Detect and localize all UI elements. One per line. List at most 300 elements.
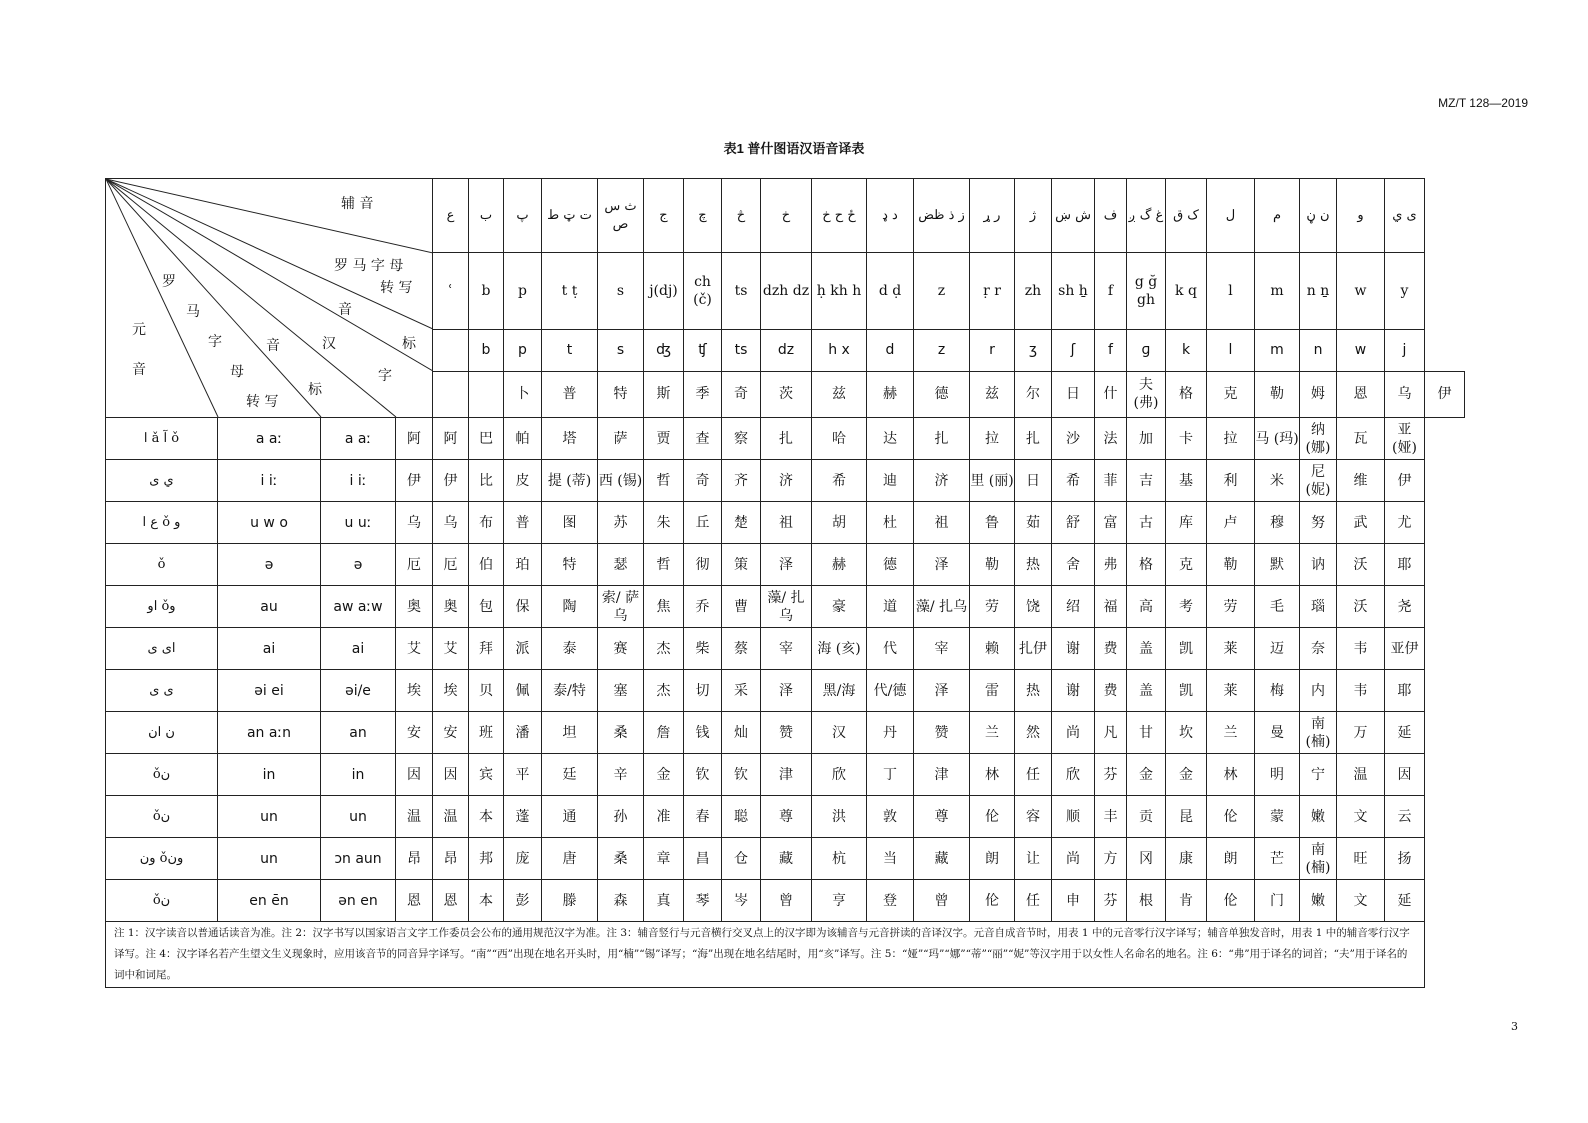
vowel-ipa: un: [321, 796, 396, 838]
consonant-arabic-cell: ج: [644, 179, 684, 253]
consonant-hanzi-cell: 姆: [1300, 371, 1337, 417]
syllable-hanzi: 凯: [1166, 628, 1207, 670]
diag-label-vowel: 元: [132, 322, 146, 338]
consonant-arabic-cell: ع: [433, 179, 469, 253]
syllable-hanzi: 通: [542, 796, 598, 838]
consonant-ipa-cell: r: [970, 329, 1015, 371]
consonant-arabic-cell: ز ذ ظض: [914, 179, 970, 253]
consonant-roman-cell: g ğ gh: [1127, 253, 1166, 329]
syllable-hanzi: 巴: [469, 418, 504, 460]
syllable-hanzi: 保: [504, 586, 542, 628]
syllable-hanzi: 章: [644, 838, 684, 880]
syllable-hanzi: 希: [1052, 460, 1095, 502]
consonant-arabic-cell: ف: [1095, 179, 1127, 253]
vowel-arabic: ع ا ǒ و: [106, 502, 218, 544]
syllable-hanzi: 彻: [684, 544, 722, 586]
syllable-hanzi: 弗: [1095, 544, 1127, 586]
consonant-hanzi-cell: 格: [1166, 371, 1207, 417]
syllable-hanzi: 嫩: [1300, 880, 1337, 922]
syllable-hanzi: 陶: [542, 586, 598, 628]
diag-label-vowel-ipa: 标: [308, 382, 322, 398]
vowel-zero-hanzi: 伊: [396, 460, 433, 502]
table-caption: 表1 普什图语汉语音译表: [723, 141, 865, 156]
syllable-hanzi: 杰: [644, 670, 684, 712]
syllable-hanzi: 盖: [1127, 670, 1166, 712]
syllable-hanzi: 哲: [644, 544, 684, 586]
consonant-arabic-cell: ن ڼ: [1300, 179, 1337, 253]
syllable-hanzi: 柴: [684, 628, 722, 670]
syllable-hanzi: 金: [1166, 754, 1207, 796]
vowel-arabic: ن ان: [106, 712, 218, 754]
vowel-ipa: əi/e: [321, 670, 396, 712]
syllable-hanzi: 祖: [761, 502, 812, 544]
syllable-hanzi: 加: [1127, 418, 1166, 460]
syllable-hanzi: 彭: [504, 880, 542, 922]
syllable-hanzi: 芒: [1255, 838, 1300, 880]
syllable-hanzi: 扎伊: [1015, 628, 1052, 670]
syllable-hanzi: 朗: [1207, 838, 1255, 880]
syllable-hanzi: 福: [1095, 586, 1127, 628]
syllable-hanzi: 琴: [684, 880, 722, 922]
vowel-roman: an aːn: [218, 712, 321, 754]
consonant-hanzi-cell: 勒: [1255, 371, 1300, 417]
syllable-hanzi: 蔡: [722, 628, 761, 670]
vowel-ipa: in: [321, 754, 396, 796]
diag-label-consonant: 辅 音: [341, 196, 374, 212]
syllable-hanzi: 毛: [1255, 586, 1300, 628]
vowel-ipa: a aː: [321, 418, 396, 460]
diag-label-vowel-roman: 马: [186, 304, 200, 320]
syllable-hanzi: 任: [1015, 880, 1052, 922]
syllable-hanzi: 伊: [1385, 460, 1425, 502]
syllable-hanzi: 丘: [684, 502, 722, 544]
consonant-arabic-cell: ت ټ ط: [542, 179, 598, 253]
consonant-arabic-cell: ر ړ: [970, 179, 1015, 253]
syllable-hanzi: 塞: [598, 670, 644, 712]
vowel-arabic: ا ǎ آ ǒ: [106, 418, 218, 460]
syllable-hanzi: 兰: [970, 712, 1015, 754]
syllable-hanzi: 延: [1385, 712, 1425, 754]
vowel-zero-hanzi: 乌: [396, 502, 433, 544]
syllable-hanzi: 马 (玛): [1255, 418, 1300, 460]
syllable-hanzi: 蓬: [504, 796, 542, 838]
syllable-hanzi: 伦: [1207, 880, 1255, 922]
syllable-hanzi: 菲: [1095, 460, 1127, 502]
syllable-hanzi: 皮: [504, 460, 542, 502]
syllable-hanzi: 伦: [970, 880, 1015, 922]
consonant-roman-cell: j(dj): [644, 253, 684, 329]
syllable-hanzi: 德: [867, 544, 914, 586]
syllable-hanzi: 瑟: [598, 544, 644, 586]
syllable-hanzi: 热: [1015, 670, 1052, 712]
syllable-hanzi: 宰: [914, 628, 970, 670]
diagonal-line: [106, 179, 433, 253]
syllable-hanzi: 讷: [1300, 544, 1337, 586]
diag-label-roman: 转 写: [380, 280, 413, 296]
consonant-ipa-cell: t: [542, 329, 598, 371]
syllable-hanzi: 卡: [1166, 418, 1207, 460]
consonant-arabic-cell: خ: [761, 179, 812, 253]
syllable-hanzi: 艾: [433, 628, 469, 670]
syllable-hanzi: 门: [1255, 880, 1300, 922]
syllable-hanzi: 费: [1095, 628, 1127, 670]
syllable-hanzi: 贾: [644, 418, 684, 460]
consonant-roman-cell: t ṭ: [542, 253, 598, 329]
syllable-hanzi: 曹: [722, 586, 761, 628]
diagonal-header-cell: [106, 179, 433, 418]
syllable-hanzi: 因: [433, 754, 469, 796]
syllable-hanzi: 森: [598, 880, 644, 922]
syllable-hanzi: 钱: [684, 712, 722, 754]
vowel-roman: au: [218, 586, 321, 628]
syllable-hanzi: 桑: [598, 838, 644, 880]
syllable-hanzi: 敦: [867, 796, 914, 838]
syllable-hanzi: 康: [1166, 838, 1207, 880]
vowel-arabic: ی ی: [106, 670, 218, 712]
syllable-hanzi: 奥: [433, 586, 469, 628]
consonant-arabic-cell: ب: [469, 179, 504, 253]
consonant-arabic-cell: ش ښ: [1052, 179, 1095, 253]
syllable-hanzi: 金: [1127, 754, 1166, 796]
syllable-hanzi: 赛: [598, 628, 644, 670]
syllable-hanzi: 坎: [1166, 712, 1207, 754]
syllable-hanzi: 佩: [504, 670, 542, 712]
diag-label-vowel-roman: 字: [208, 334, 222, 350]
vowel-roman: ə: [218, 544, 321, 586]
syllable-hanzi: 扎: [761, 418, 812, 460]
syllable-hanzi: 海 (亥): [812, 628, 867, 670]
consonant-ipa-cell: ts: [722, 329, 761, 371]
vowel-zero-hanzi: 厄: [396, 544, 433, 586]
syllable-hanzi: 胡: [812, 502, 867, 544]
syllable-hanzi: 朗: [970, 838, 1015, 880]
syllable-hanzi: 曼: [1255, 712, 1300, 754]
syllable-hanzi: 亚伊: [1385, 628, 1425, 670]
consonant-hanzi-cell: 卜: [504, 371, 542, 417]
syllable-hanzi: 克: [1166, 544, 1207, 586]
syllable-hanzi: 藏: [761, 838, 812, 880]
syllable-hanzi: 让: [1015, 838, 1052, 880]
syllable-hanzi: 韦: [1337, 628, 1385, 670]
syllable-hanzi: 尤: [1385, 502, 1425, 544]
syllable-hanzi: 饶: [1015, 586, 1052, 628]
syllable-hanzi: 希: [812, 460, 867, 502]
consonant-hanzi-cell: 斯: [644, 371, 684, 417]
syllable-hanzi: 代: [867, 628, 914, 670]
syllable-hanzi: 贡: [1127, 796, 1166, 838]
consonant-roman-cell: y: [1385, 253, 1425, 329]
syllable-hanzi: 邦: [469, 838, 504, 880]
syllable-hanzi: 埃: [433, 670, 469, 712]
diag-label-vowel-ipa: 音: [266, 338, 280, 354]
vowel-zero-hanzi: 艾: [396, 628, 433, 670]
syllable-hanzi: 比: [469, 460, 504, 502]
syllable-hanzi: 拉: [970, 418, 1015, 460]
consonant-arabic-cell: ځ ح خ: [812, 179, 867, 253]
vowel-row: [106, 880, 1465, 922]
syllable-hanzi: 蒙: [1255, 796, 1300, 838]
syllable-hanzi: 亨: [812, 880, 867, 922]
consonant-roman-cell: ts: [722, 253, 761, 329]
consonant-ipa-cell: p: [504, 329, 542, 371]
syllable-hanzi: 廷: [542, 754, 598, 796]
syllable-hanzi: 努: [1300, 502, 1337, 544]
consonant-hanzi-cell: 普: [542, 371, 598, 417]
syllable-hanzi: 申: [1052, 880, 1095, 922]
syllable-hanzi: 根: [1127, 880, 1166, 922]
syllable-hanzi: 芬: [1095, 754, 1127, 796]
syllable-hanzi: 莱: [1207, 670, 1255, 712]
syllable-hanzi: 纳 (娜): [1300, 418, 1337, 460]
syllable-hanzi: 谢: [1052, 670, 1095, 712]
syllable-hanzi: 准: [644, 796, 684, 838]
consonant-arabic-cell: د ډ: [867, 179, 914, 253]
syllable-hanzi: 法: [1095, 418, 1127, 460]
syllable-hanzi: 芬: [1095, 880, 1127, 922]
diagonal-line: [106, 179, 433, 329]
syllable-hanzi: 赖: [970, 628, 1015, 670]
syllable-hanzi: 乌: [433, 502, 469, 544]
syllable-hanzi: 丁: [867, 754, 914, 796]
syllable-hanzi: 杭: [812, 838, 867, 880]
consonant-roman-cell: n ṉ: [1300, 253, 1337, 329]
syllable-hanzi: 焦: [644, 586, 684, 628]
consonant-ipa-cell: dz: [761, 329, 812, 371]
syllable-hanzi: 温: [433, 796, 469, 838]
consonant-arabic-cell: ی ي: [1385, 179, 1425, 253]
diag-label-vowel-roman: 罗: [162, 274, 176, 290]
vowel-row: [106, 754, 1465, 796]
syllable-hanzi: 丰: [1095, 796, 1127, 838]
vowel-ipa: i iː: [321, 460, 396, 502]
syllable-hanzi: 聪: [722, 796, 761, 838]
vowel-arabic: ي ی: [106, 460, 218, 502]
syllable-hanzi: 当: [867, 838, 914, 880]
syllable-hanzi: 尊: [761, 796, 812, 838]
vowel-roman: a aː: [218, 418, 321, 460]
syllable-hanzi: 本: [469, 796, 504, 838]
syllable-hanzi: 豪: [812, 586, 867, 628]
syllable-hanzi: 嫩: [1300, 796, 1337, 838]
header-row: [106, 179, 1465, 253]
consonant-roman-cell: d ḍ: [867, 253, 914, 329]
syllable-hanzi: 延: [1385, 880, 1425, 922]
syllable-hanzi: 格: [1127, 544, 1166, 586]
syllable-hanzi: 真: [644, 880, 684, 922]
syllable-hanzi: 哲: [644, 460, 684, 502]
standard-code: MZ/T 128—2019: [1438, 96, 1528, 110]
vowel-ipa: aw aːw: [321, 586, 396, 628]
syllable-hanzi: 瓦: [1337, 418, 1385, 460]
syllable-hanzi: 包: [469, 586, 504, 628]
vowel-zero-hanzi: 安: [396, 712, 433, 754]
syllable-hanzi: 劳: [970, 586, 1015, 628]
syllable-hanzi: 扬: [1385, 838, 1425, 880]
consonant-hanzi-cell: 季: [684, 371, 722, 417]
syllable-hanzi: 提 (蒂): [542, 460, 598, 502]
syllable-hanzi: 勒: [970, 544, 1015, 586]
syllable-hanzi: 津: [914, 754, 970, 796]
syllable-hanzi: 富: [1095, 502, 1127, 544]
diag-label-vowel-roman: 母: [230, 364, 244, 380]
vowel-roman: u w o: [218, 502, 321, 544]
syllable-hanzi: 伦: [970, 796, 1015, 838]
syllable-hanzi: 耶: [1385, 544, 1425, 586]
syllable-hanzi: 赫: [812, 544, 867, 586]
syllable-hanzi: 派: [504, 628, 542, 670]
consonant-ipa-cell: z: [914, 329, 970, 371]
syllable-hanzi: 奈: [1300, 628, 1337, 670]
syllable-hanzi: 万: [1337, 712, 1385, 754]
syllable-hanzi: 图: [542, 502, 598, 544]
syllable-hanzi: 潘: [504, 712, 542, 754]
syllable-hanzi: 舍: [1052, 544, 1095, 586]
consonant-hanzi-cell: 赫: [867, 371, 914, 417]
syllable-hanzi: 费: [1095, 670, 1127, 712]
syllable-hanzi: 迈: [1255, 628, 1300, 670]
consonant-roman-cell: dzh dz: [761, 253, 812, 329]
consonant-arabic-cell: م: [1255, 179, 1300, 253]
syllable-hanzi: 欣: [1052, 754, 1095, 796]
syllable-hanzi: 肯: [1166, 880, 1207, 922]
syllable-hanzi: 钦: [722, 754, 761, 796]
consonant-arabic-cell: ک ق: [1166, 179, 1207, 253]
consonant-ipa-cell: ʤ: [644, 329, 684, 371]
consonant-roman-cell: w: [1337, 253, 1385, 329]
syllable-hanzi: 耶: [1385, 670, 1425, 712]
syllable-hanzi: 文: [1337, 796, 1385, 838]
syllable-hanzi: 云: [1385, 796, 1425, 838]
syllable-hanzi: 甘: [1127, 712, 1166, 754]
diag-label-ipa: 音: [338, 302, 352, 318]
syllable-hanzi: 塔: [542, 418, 598, 460]
consonant-hanzi-cell: 尔: [1015, 371, 1052, 417]
consonant-hanzi-cell: 什: [1095, 371, 1127, 417]
syllable-hanzi: 庞: [504, 838, 542, 880]
syllable-hanzi: 楚: [722, 502, 761, 544]
syllable-hanzi: 桑: [598, 712, 644, 754]
consonant-hanzi-cell: 日: [1052, 371, 1095, 417]
syllable-hanzi: 梅: [1255, 670, 1300, 712]
consonant-roman-cell: ch (č): [684, 253, 722, 329]
syllable-hanzi: 考: [1166, 586, 1207, 628]
consonant-hanzi-cell: 德: [914, 371, 970, 417]
syllable-hanzi: 林: [1207, 754, 1255, 796]
syllable-hanzi: 宰: [761, 628, 812, 670]
syllable-hanzi: 昂: [433, 838, 469, 880]
syllable-hanzi: 然: [1015, 712, 1052, 754]
syllable-hanzi: 明: [1255, 754, 1300, 796]
syllable-hanzi: 伦: [1207, 796, 1255, 838]
syllable-hanzi: 昌: [684, 838, 722, 880]
syllable-hanzi: 泽: [761, 670, 812, 712]
syllable-hanzi: 普: [504, 502, 542, 544]
diag-label-roman: 罗 马 字 母: [334, 258, 404, 274]
syllable-hanzi: 凯: [1166, 670, 1207, 712]
syllable-hanzi: 维: [1337, 460, 1385, 502]
syllable-hanzi: 伊: [433, 460, 469, 502]
vowel-arabic: ون ǒون: [106, 838, 218, 880]
diag-label-vowel: 音: [132, 362, 146, 378]
syllable-hanzi: 阿: [433, 418, 469, 460]
vowel-ipa: u uː: [321, 502, 396, 544]
vowel-roman: əi ei: [218, 670, 321, 712]
syllable-hanzi: 丹: [867, 712, 914, 754]
syllable-hanzi: 辛: [598, 754, 644, 796]
consonant-hanzi-cell: 兹: [970, 371, 1015, 417]
syllable-hanzi: 春: [684, 796, 722, 838]
syllable-hanzi: 卢: [1207, 502, 1255, 544]
vowel-roman: i iː: [218, 460, 321, 502]
syllable-hanzi: 任: [1015, 754, 1052, 796]
syllable-hanzi: 朱: [644, 502, 684, 544]
vowel-zero-hanzi: 埃: [396, 670, 433, 712]
consonant-hanzi-cell: 恩: [1337, 371, 1385, 417]
vowel-row: [106, 796, 1465, 838]
syllable-hanzi: 扎: [1015, 418, 1052, 460]
vowel-row: [106, 838, 1465, 880]
transliteration-table: [105, 178, 1465, 988]
vowel-zero-hanzi: 恩: [396, 880, 433, 922]
syllable-hanzi: 日: [1015, 460, 1052, 502]
syllable-hanzi: 乔: [684, 586, 722, 628]
syllable-hanzi: 泽: [914, 544, 970, 586]
syllable-hanzi: 泰: [542, 628, 598, 670]
vowel-roman: un: [218, 838, 321, 880]
syllable-hanzi: 泰/特: [542, 670, 598, 712]
consonant-ipa-cell: b: [469, 329, 504, 371]
syllable-hanzi: 劳: [1207, 586, 1255, 628]
syllable-hanzi: 哈: [812, 418, 867, 460]
syllable-hanzi: 拜: [469, 628, 504, 670]
vowel-arabic: ای ی: [106, 628, 218, 670]
syllable-hanzi: 扎: [914, 418, 970, 460]
syllable-hanzi: 高: [1127, 586, 1166, 628]
vowel-roman: en ēn: [218, 880, 321, 922]
vowel-zero-hanzi: 阿: [396, 418, 433, 460]
syllable-hanzi: 亚 (娅): [1385, 418, 1425, 460]
syllable-hanzi: 默: [1255, 544, 1300, 586]
syllable-hanzi: 平: [504, 754, 542, 796]
syllable-hanzi: 滕: [542, 880, 598, 922]
vowel-row: [106, 586, 1465, 628]
syllable-hanzi: 济: [761, 460, 812, 502]
syllable-hanzi: 仓: [722, 838, 761, 880]
syllable-hanzi: 安: [433, 712, 469, 754]
syllable-hanzi: 济: [914, 460, 970, 502]
diag-label-ipa: 标: [402, 336, 416, 352]
syllable-hanzi: 赞: [914, 712, 970, 754]
vowel-ipa: an: [321, 712, 396, 754]
syllable-hanzi: 黑/海: [812, 670, 867, 712]
syllable-hanzi: 坦: [542, 712, 598, 754]
syllable-hanzi: 奇: [684, 460, 722, 502]
syllable-hanzi: 雷: [970, 670, 1015, 712]
consonant-roman-cell: p: [504, 253, 542, 329]
consonant-hanzi-cell: 伊: [1425, 371, 1465, 417]
syllable-hanzi: 容: [1015, 796, 1052, 838]
consonant-ipa-cell: ʃ: [1052, 329, 1095, 371]
consonant-ipa-cell: d: [867, 329, 914, 371]
syllable-hanzi: 钦: [684, 754, 722, 796]
syllable-hanzi: 曾: [761, 880, 812, 922]
vowel-ipa: ɔn aun: [321, 838, 396, 880]
consonant-roman-cell: ḥ kh h: [812, 253, 867, 329]
syllable-hanzi: 迪: [867, 460, 914, 502]
consonant-roman-cell: zh: [1015, 253, 1052, 329]
syllable-hanzi: 特: [542, 544, 598, 586]
syllable-hanzi: 文: [1337, 880, 1385, 922]
